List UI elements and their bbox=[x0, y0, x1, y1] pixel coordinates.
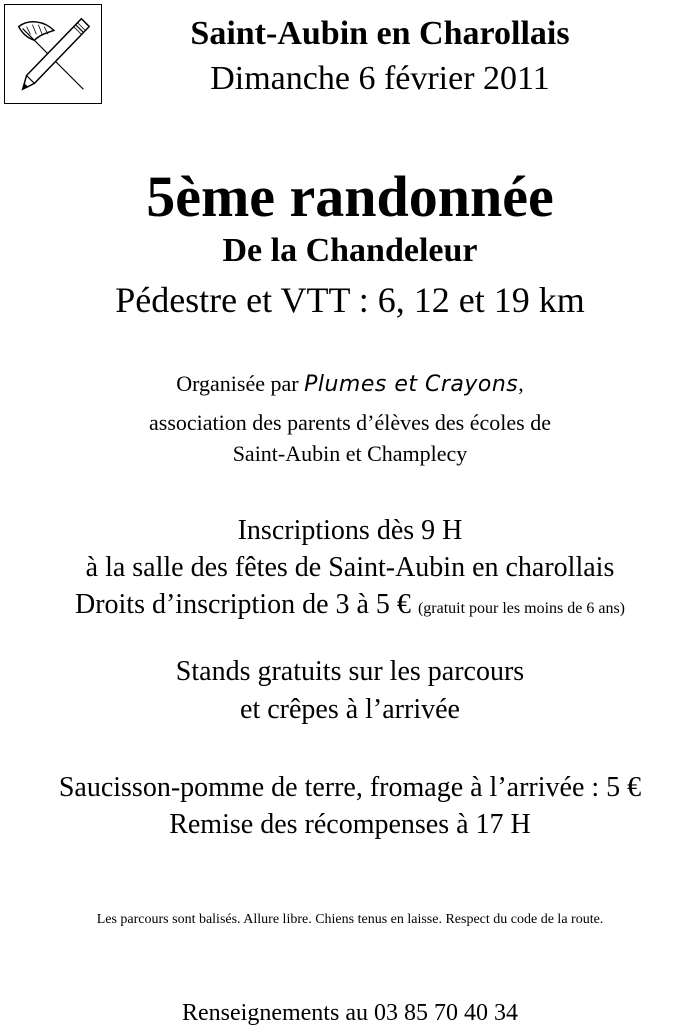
organizer-line bbox=[0, 371, 700, 397]
event-distances: Pédestre et VTT : 6, 12 et 19 km bbox=[115, 280, 585, 320]
town-heading: Saint-Aubin en Charollais bbox=[190, 15, 570, 52]
event-date: Dimanche 6 février 2011 bbox=[210, 60, 550, 97]
registration-time: Inscriptions dès 9 H bbox=[237, 515, 463, 546]
registration-fee-note: (gratuit pour les moins de 6 ans) bbox=[417, 600, 626, 617]
meal-info: Saucisson-pomme de terre, fromage à l’arrivée : 5 € bbox=[58, 772, 642, 803]
event-subtitle: De la Chandeleur bbox=[222, 232, 478, 269]
route-notice: Les parcours sont balisés. Allure libre. Chiens tenus en laisse. Respect du code de la route. bbox=[96, 912, 604, 927]
registration-place: à la salle des fêtes de Saint-Aubin en charollais bbox=[85, 552, 615, 583]
association-line-2: Saint-Aubin et Champlecy bbox=[232, 441, 468, 466]
stands-line-1: Stands gratuits sur les parcours bbox=[175, 656, 525, 687]
registration-fee-text: Droits d’inscription de 3 à 5 € bbox=[74, 589, 418, 620]
registration-fee bbox=[0, 589, 700, 621]
event-title: 5ème randonnée bbox=[146, 164, 554, 229]
organizer-suffix: , bbox=[518, 371, 524, 396]
organizer-name: Plumes et Crayons bbox=[304, 372, 519, 397]
stands-line-2: et crêpes à l’arrivée bbox=[240, 694, 460, 725]
awards-info: Remise des récompenses à 17 H bbox=[169, 809, 531, 840]
organizer-prefix: Organisée par bbox=[176, 371, 305, 396]
association-line-1: association des parents d’élèves des écoles de bbox=[149, 410, 551, 435]
contact-info: Renseignements au 03 85 70 40 34 bbox=[182, 1000, 518, 1026]
